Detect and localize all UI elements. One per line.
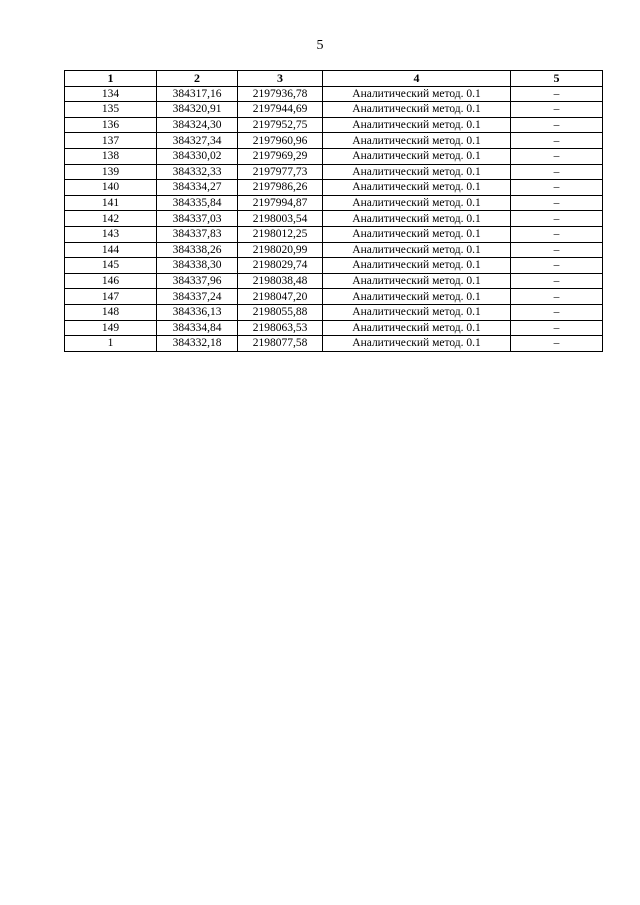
method-cell: Аналитический метод. 0.1: [323, 258, 511, 274]
table-header: [65, 71, 603, 87]
point-number-cell: 136: [65, 117, 157, 133]
x-coordinate-cell: 384317,16: [157, 86, 238, 102]
note-cell: –: [511, 304, 603, 320]
table-row: [65, 226, 603, 242]
method-cell: Аналитический метод. 0.1: [323, 164, 511, 180]
point-number-cell: 138: [65, 148, 157, 164]
note-cell: –: [511, 86, 603, 102]
table-row: [65, 164, 603, 180]
note-cell: –: [511, 289, 603, 305]
point-number-cell: 143: [65, 226, 157, 242]
point-number-cell: 145: [65, 258, 157, 274]
method-cell: Аналитический метод. 0.1: [323, 211, 511, 227]
point-number-cell: 142: [65, 211, 157, 227]
table-row: [65, 211, 603, 227]
note-cell: –: [511, 242, 603, 258]
table-row: [65, 258, 603, 274]
column-header-4: 4: [323, 71, 511, 87]
table-row: [65, 148, 603, 164]
point-number-cell: 139: [65, 164, 157, 180]
coordinates-table: [64, 70, 603, 352]
column-header-1: 1: [65, 71, 157, 87]
column-header-2: 2: [157, 71, 238, 87]
table-row: [65, 195, 603, 211]
note-cell: –: [511, 180, 603, 196]
x-coordinate-cell: 384334,84: [157, 320, 238, 336]
method-cell: Аналитический метод. 0.1: [323, 133, 511, 149]
table-row: [65, 320, 603, 336]
table-row: [65, 336, 603, 352]
method-cell: Аналитический метод. 0.1: [323, 86, 511, 102]
point-number-cell: 146: [65, 273, 157, 289]
point-number-cell: 144: [65, 242, 157, 258]
y-coordinate-cell: 2197936,78: [238, 86, 323, 102]
method-cell: Аналитический метод. 0.1: [323, 226, 511, 242]
note-cell: –: [511, 320, 603, 336]
y-coordinate-cell: 2198020,99: [238, 242, 323, 258]
table-row: [65, 86, 603, 102]
method-cell: Аналитический метод. 0.1: [323, 273, 511, 289]
y-coordinate-cell: 2198029,74: [238, 258, 323, 274]
x-coordinate-cell: 384330,02: [157, 148, 238, 164]
method-cell: Аналитический метод. 0.1: [323, 102, 511, 118]
y-coordinate-cell: 2198003,54: [238, 211, 323, 227]
page-number: 5: [316, 38, 324, 53]
y-coordinate-cell: 2198038,48: [238, 273, 323, 289]
x-coordinate-cell: 384338,30: [157, 258, 238, 274]
point-number-cell: 149: [65, 320, 157, 336]
x-coordinate-cell: 384332,33: [157, 164, 238, 180]
point-number-cell: 140: [65, 180, 157, 196]
method-cell: Аналитический метод. 0.1: [323, 195, 511, 211]
y-coordinate-cell: 2198077,58: [238, 336, 323, 352]
note-cell: –: [511, 336, 603, 352]
x-coordinate-cell: 384337,96: [157, 273, 238, 289]
x-coordinate-cell: 384335,84: [157, 195, 238, 211]
point-number-cell: 135: [65, 102, 157, 118]
y-coordinate-cell: 2197944,69: [238, 102, 323, 118]
x-coordinate-cell: 384337,03: [157, 211, 238, 227]
point-number-cell: 148: [65, 304, 157, 320]
note-cell: –: [511, 226, 603, 242]
y-coordinate-cell: 2197969,29: [238, 148, 323, 164]
method-cell: Аналитический метод. 0.1: [323, 304, 511, 320]
method-cell: Аналитический метод. 0.1: [323, 242, 511, 258]
method-cell: Аналитический метод. 0.1: [323, 336, 511, 352]
note-cell: –: [511, 148, 603, 164]
table-row: [65, 180, 603, 196]
point-number-cell: 1: [65, 336, 157, 352]
point-number-cell: 147: [65, 289, 157, 305]
x-coordinate-cell: 384324,30: [157, 117, 238, 133]
method-cell: Аналитический метод. 0.1: [323, 180, 511, 196]
note-cell: –: [511, 195, 603, 211]
x-coordinate-cell: 384337,83: [157, 226, 238, 242]
point-number-cell: 137: [65, 133, 157, 149]
x-coordinate-cell: 384320,91: [157, 102, 238, 118]
table-row: [65, 133, 603, 149]
y-coordinate-cell: 2198063,53: [238, 320, 323, 336]
table-row: [65, 117, 603, 133]
y-coordinate-cell: 2198047,20: [238, 289, 323, 305]
note-cell: –: [511, 164, 603, 180]
y-coordinate-cell: 2198012,25: [238, 226, 323, 242]
note-cell: –: [511, 211, 603, 227]
table-row: [65, 242, 603, 258]
table-body: [65, 86, 603, 351]
y-coordinate-cell: 2197986,26: [238, 180, 323, 196]
note-cell: –: [511, 273, 603, 289]
method-cell: Аналитический метод. 0.1: [323, 289, 511, 305]
y-coordinate-cell: 2197977,73: [238, 164, 323, 180]
x-coordinate-cell: 384327,34: [157, 133, 238, 149]
y-coordinate-cell: 2198055,88: [238, 304, 323, 320]
note-cell: –: [511, 102, 603, 118]
method-cell: Аналитический метод. 0.1: [323, 148, 511, 164]
x-coordinate-cell: 384332,18: [157, 336, 238, 352]
method-cell: Аналитический метод. 0.1: [323, 117, 511, 133]
table-row: [65, 289, 603, 305]
table-row: [65, 102, 603, 118]
y-coordinate-cell: 2197960,96: [238, 133, 323, 149]
header-row: [65, 71, 603, 87]
x-coordinate-cell: 384337,24: [157, 289, 238, 305]
method-cell: Аналитический метод. 0.1: [323, 320, 511, 336]
note-cell: –: [511, 258, 603, 274]
x-coordinate-cell: 384334,27: [157, 180, 238, 196]
x-coordinate-cell: 384336,13: [157, 304, 238, 320]
table-row: [65, 273, 603, 289]
column-header-5: 5: [511, 71, 603, 87]
note-cell: –: [511, 117, 603, 133]
y-coordinate-cell: 2197952,75: [238, 117, 323, 133]
x-coordinate-cell: 384338,26: [157, 242, 238, 258]
y-coordinate-cell: 2197994,87: [238, 195, 323, 211]
point-number-cell: 141: [65, 195, 157, 211]
column-header-3: 3: [238, 71, 323, 87]
table-row: [65, 304, 603, 320]
note-cell: –: [511, 133, 603, 149]
point-number-cell: 134: [65, 86, 157, 102]
